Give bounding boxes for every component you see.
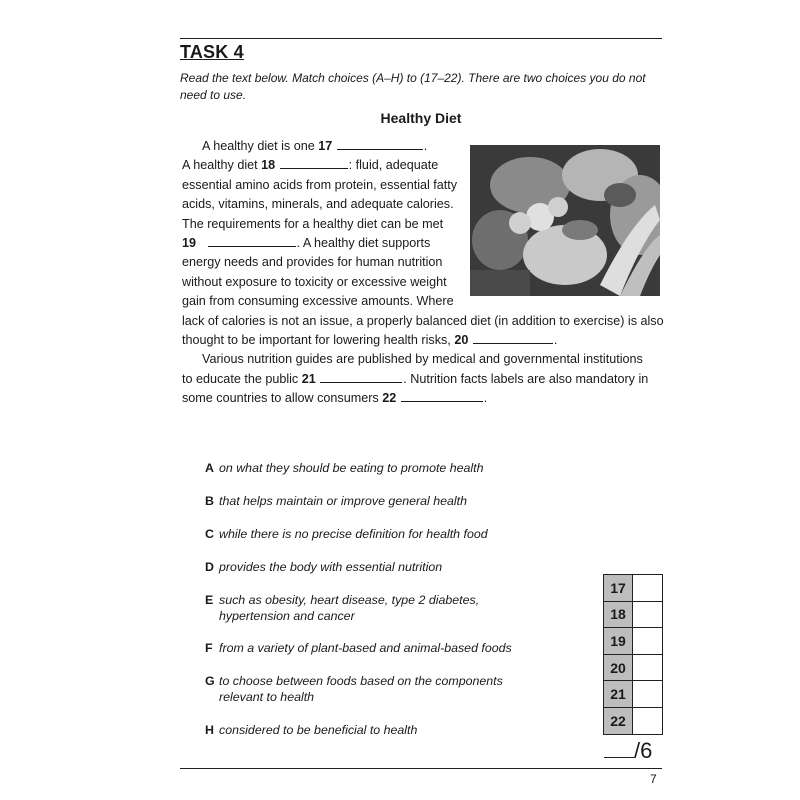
- text-line: acids, vitamins, minerals, and adequate calories.: [182, 197, 454, 212]
- text-line: [182, 389, 662, 408]
- answer-box[interactable]: [633, 602, 662, 628]
- answer-number: 19: [604, 628, 633, 654]
- text-segment: A healthy diet: [182, 158, 262, 173]
- answer-number: 22: [604, 708, 633, 734]
- text-segment: thought to be important for lowering health risks,: [182, 333, 455, 348]
- choice-letter: E: [205, 593, 214, 607]
- text-segment: .: [553, 333, 558, 348]
- text-line: [182, 137, 482, 156]
- article-text: [182, 137, 662, 409]
- answer-box[interactable]: [633, 708, 662, 734]
- answer-row-17: [604, 575, 662, 602]
- choice-letter: H: [205, 723, 214, 737]
- score-blank[interactable]: [604, 739, 634, 758]
- gap-number-17: 17: [318, 139, 333, 153]
- gap-number-22: 22: [382, 391, 397, 406]
- answer-number: 17: [604, 575, 633, 601]
- text-line: gain from consuming excessive amounts. Where: [182, 294, 454, 309]
- gap-21-blank: [320, 370, 402, 383]
- gap-number-21: 21: [301, 371, 316, 386]
- choice-text: on what they should be eating to promote health: [219, 461, 484, 475]
- answer-number: 20: [604, 655, 633, 681]
- text-segment: . Nutrition facts labels are also mandatory in: [403, 371, 649, 386]
- gap-20-blank: [473, 331, 553, 344]
- text-line: energy needs and provides for human nutrition: [182, 255, 443, 270]
- text-line: [182, 331, 662, 350]
- score-total: /6: [634, 738, 653, 763]
- answer-box[interactable]: [633, 575, 662, 601]
- answer-row-20: [604, 655, 662, 682]
- choice-text: provides the body with essential nutrition: [219, 560, 443, 574]
- answer-number: 21: [604, 681, 633, 707]
- choice-letter: D: [205, 560, 214, 574]
- text-line: [182, 234, 462, 253]
- gap-22-blank: [401, 389, 483, 402]
- answer-row-21: [604, 681, 662, 708]
- gap-18-blank: [280, 156, 348, 169]
- text-segment: .: [423, 139, 428, 153]
- text-line: [182, 370, 662, 389]
- text-segment: . A healthy diet supports: [296, 236, 431, 251]
- answer-box[interactable]: [633, 681, 662, 707]
- text-segment: A healthy diet is one: [202, 139, 319, 153]
- choice-text: while there is no precise definition for health food: [219, 527, 488, 541]
- answer-box[interactable]: [633, 655, 662, 681]
- bottom-rule: [180, 768, 662, 769]
- choice-text: that helps maintain or improve general health: [219, 494, 467, 508]
- text-title: Healthy Diet: [380, 110, 462, 126]
- choice-text: considered to be beneficial to health: [219, 723, 418, 737]
- answer-grid: [603, 574, 663, 735]
- text-line: The requirements for a healthy diet can be met: [182, 216, 444, 231]
- top-rule: [180, 38, 662, 39]
- answer-row-19: [604, 628, 662, 655]
- choice-letter: C: [205, 527, 214, 541]
- task-title: TASK 4: [180, 42, 244, 62]
- text-segment: some countries to allow consumers: [182, 391, 383, 406]
- choice-letter: A: [205, 461, 214, 475]
- score: [604, 738, 652, 764]
- task-instructions: Read the text below. Match choices (A–H) to (17–22). There are two choices you do not need to use.: [180, 71, 646, 102]
- choice-text: to choose between foods based on the components relevant to health: [219, 674, 503, 704]
- text-segment: .: [483, 391, 488, 406]
- text-segment: : fluid, adequate: [348, 158, 439, 173]
- answer-number: 18: [604, 602, 633, 628]
- gap-number-18: 18: [261, 158, 276, 173]
- text-line: essential amino acids from protein, essential fatty: [182, 177, 458, 192]
- choice-letter: F: [205, 641, 213, 655]
- text-line: Various nutrition guides are published by medical and governmental institutions: [202, 352, 643, 367]
- choice-text: such as obesity, heart disease, type 2 diabetes, hypertension and cancer: [219, 593, 480, 623]
- text-line: [182, 156, 462, 175]
- text-segment: to educate the public: [182, 371, 302, 386]
- gap-number-20: 20: [454, 333, 469, 348]
- page-number: 7: [650, 772, 657, 786]
- gap-19-blank: [208, 234, 296, 247]
- answer-row-22: [604, 708, 662, 734]
- text-line: without exposure to toxicity or excessive weight: [182, 274, 447, 289]
- text-line: lack of calories is not an issue, a properly balanced diet (in addition to exercise) is also: [182, 313, 664, 328]
- gap-17-blank: [337, 137, 423, 150]
- choice-letter: G: [205, 674, 215, 688]
- answer-row-18: [604, 602, 662, 629]
- answer-box[interactable]: [633, 628, 662, 654]
- choice-text: from a variety of plant-based and animal-based foods: [219, 641, 512, 655]
- gap-number-19: 19: [182, 236, 197, 251]
- choice-letter: B: [205, 494, 214, 508]
